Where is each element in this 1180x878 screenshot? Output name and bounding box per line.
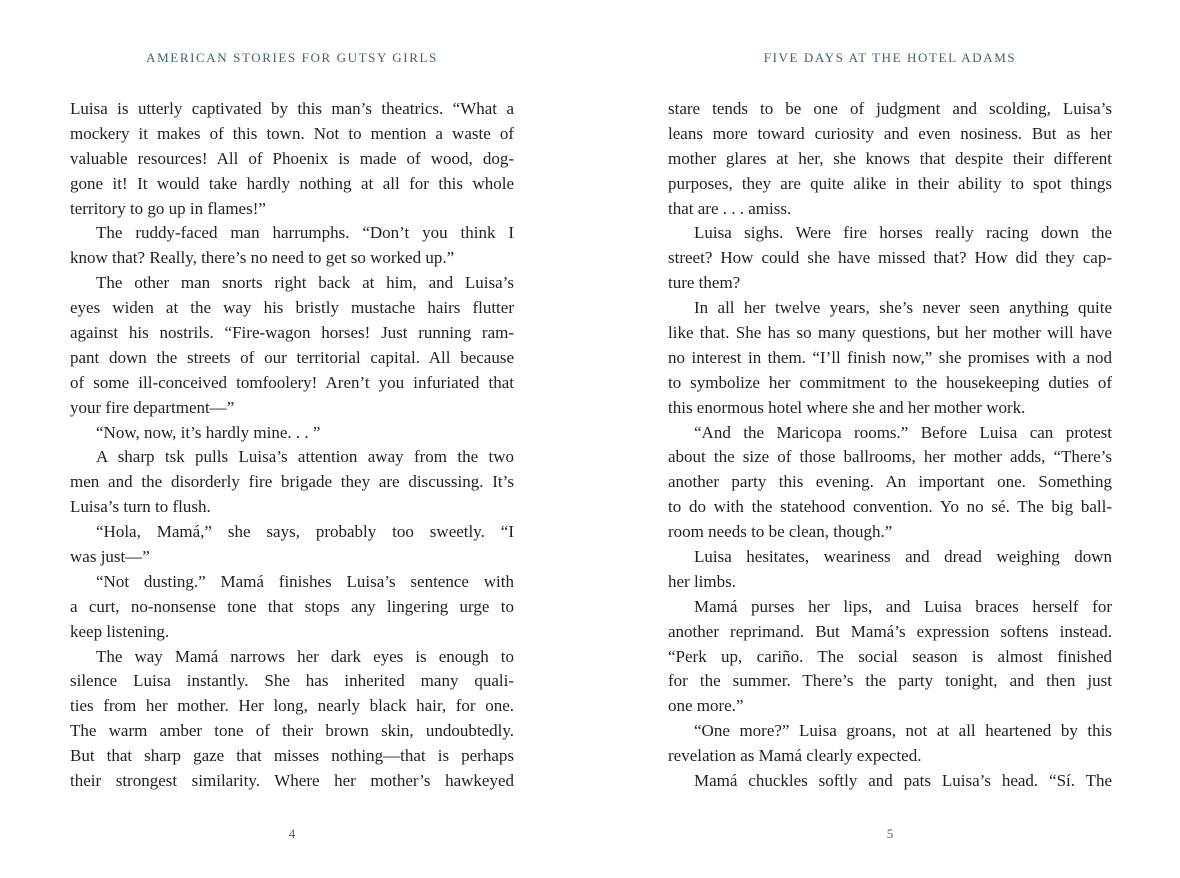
text-line: In all her twelve years, she’s never seen anything quite (694, 298, 1112, 318)
text-line: for the summer. There’s the party tonight, and then just (668, 671, 1112, 691)
text-line: men and the disorderly fire brigade they are discussing. It’s (70, 472, 514, 492)
text-line: A sharp tsk pulls Luisa’s attention away from the two (96, 447, 514, 467)
text-line: your fire department—” (70, 397, 235, 417)
left-page (70, 0, 514, 878)
text-line: “Now, now, it’s hardly mine. . . ” (96, 422, 321, 442)
text-line: room needs to be clean, though.” (668, 522, 893, 542)
text-line: like that. She has so many questions, but her mother will have (668, 323, 1112, 343)
text-line: “And the Maricopa rooms.” Before Luisa can protest (694, 422, 1112, 442)
text-line: Luisa sighs. Were fire horses really racing down the (694, 223, 1112, 243)
text-line: another party this evening. An important one. Something (668, 472, 1112, 492)
text-line: street? How could she have missed that? How did they cap- (668, 248, 1112, 268)
text-line: another reprimand. But Mamá’s expression softens instead. (668, 621, 1112, 641)
text-line: ture them? (668, 273, 741, 293)
text-line: Luisa hesitates, weariness and dread weighing down (694, 547, 1112, 567)
text-line: “Not dusting.” Mamá finishes Luisa’s sentence with (96, 571, 514, 591)
text-line: was just—” (70, 547, 150, 567)
right-running-head: FIVE DAYS AT THE HOTEL ADAMS (763, 50, 1017, 65)
text-line: against his nostrils. “Fire-wagon horses! Just running ram- (70, 323, 514, 343)
right-body-text (668, 97, 1112, 794)
text-line: The way Mamá narrows her dark eyes is enough to (96, 646, 514, 666)
text-line: The ruddy-faced man harrumphs. “Don’t you think I (96, 223, 514, 243)
text-line: of some ill-conceived tomfoolery! Aren’t you infuriated that (70, 372, 514, 392)
text-line: revelation as Mamá clearly expected. (668, 746, 922, 766)
text-line: valuable resources! All of Phoenix is made of wood, dog- (70, 148, 514, 168)
text-line: purposes, they are quite alike in their ability to spot things (668, 173, 1112, 193)
text-line: pant down the streets of our territorial capital. All because (70, 347, 514, 367)
left-body-text (70, 97, 514, 794)
text-line: her limbs. (668, 571, 736, 591)
text-line: that are . . . amiss. (668, 198, 792, 218)
text-line: this enormous hotel where she and her mother work. (668, 397, 1026, 417)
text-line: no interest in them. “I’ll finish now,” she promises with a nod (668, 347, 1112, 367)
text-line: The other man snorts right back at him, and Luisa’s (96, 273, 514, 293)
text-line: But that sharp gaze that misses nothing—that is perhaps (70, 746, 514, 766)
text-line: territory to go up in flames!” (70, 198, 266, 218)
text-line: one more.” (668, 696, 744, 716)
text-line: know that? Really, there’s no need to get so worked up.” (70, 248, 455, 268)
text-line: Mamá chuckles softly and pats Luisa’s head. “Sí. The (694, 771, 1112, 791)
text-line: mother glares at her, she knows that despite their different (668, 148, 1112, 168)
text-line: silence Luisa instantly. She has inherited many quali- (70, 671, 514, 691)
text-line: mockery it makes of this town. Not to mention a waste of (70, 123, 514, 143)
text-line: leans more toward curiosity and even nosiness. But as her (668, 123, 1112, 143)
text-line: Luisa is utterly captivated by this man’s theatrics. “What a (70, 99, 514, 118)
text-line: a curt, no-nonsense tone that stops any lingering urge to (70, 596, 514, 616)
text-line: keep listening. (70, 621, 170, 641)
text-line: stare tends to be one of judgment and scolding, Luisa’s (668, 99, 1112, 118)
text-line: ties from her mother. Her long, nearly black hair, for one. (70, 696, 514, 716)
text-line: eyes widen at the way his bristly mustache hairs flutter (70, 298, 514, 318)
text-line: Luisa’s turn to flush. (70, 497, 211, 517)
left-page-number: 4 (288, 826, 296, 841)
text-line: Mamá purses her lips, and Luisa braces herself for (694, 596, 1112, 616)
text-line: their strongest similarity. Where her mother’s hawkeyed (70, 771, 514, 791)
right-page (668, 0, 1112, 878)
left-running-head: AMERICAN STORIES FOR GUTSY GIRLS (146, 50, 438, 65)
right-page-number: 5 (886, 826, 894, 841)
text-line: “One more?” Luisa groans, not at all heartened by this (694, 721, 1112, 741)
text-line: “Hola, Mamá,” she says, probably too sweetly. “I (96, 522, 514, 542)
text-line: “Perk up, cariño. The social season is almost finished (668, 646, 1112, 666)
text-line: to do with the statehood convention. Yo no sé. The big ball- (668, 497, 1112, 517)
text-line: The warm amber tone of their brown skin, undoubtedly. (70, 721, 514, 741)
text-line: gone it! It would take hardly nothing at all for this whole (70, 173, 514, 193)
text-line: about the size of those ballrooms, her mother adds, “There’s (668, 447, 1112, 467)
text-line: to symbolize her commitment to the housekeeping duties of (668, 372, 1112, 392)
